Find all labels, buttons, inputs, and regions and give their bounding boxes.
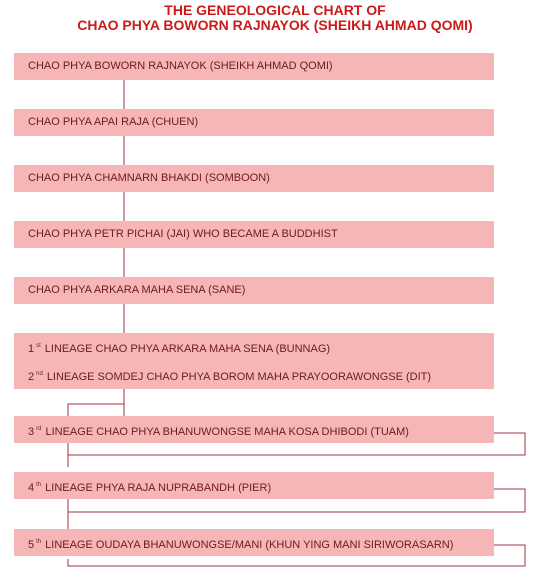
lineage-box-1-2 (14, 333, 494, 389)
lineage-1-text: LINEAGE CHAO PHYA ARKARA MAHA SENA (BUNNAG) (44, 343, 331, 355)
ancestor-box-1: CHAO PHYA BOWORN RAJNAYOK (SHEIKH AHMAD QOMI) (14, 53, 494, 80)
lineage-5-text: LINEAGE OUDAYA BHANUWONGSE/MANI (KHUN YING MANI SIRIWORASARN) (45, 539, 454, 551)
lineage-3-number: 3 (28, 426, 35, 438)
lineage-2-ordinal: nd (36, 371, 43, 377)
lineage-4-number: 4 (28, 482, 35, 494)
lineage-1-number: 1 (28, 343, 35, 355)
lineage-4-text: LINEAGE PHYA RAJA NUPRABANDH (PIER) (45, 482, 272, 494)
ancestor-box-3: CHAO PHYA CHAMNARN BHAKDI (SOMBOON) (14, 165, 494, 192)
ancestor-box-2: CHAO PHYA APAI RAJA (CHUEN) (14, 109, 494, 136)
chart-title-line1: THE GENEOLOGICAL CHART OF (164, 2, 386, 18)
lineage-5-number: 5 (28, 539, 35, 551)
lineage-2-text: LINEAGE SOMDEJ CHAO PHYA BOROM MAHA PRAYOORAWONGSE (DIT) (46, 371, 432, 383)
chart-title-line2: CHAO PHYA BOWORN RAJNAYOK (SHEIKH AHMAD QOMI) (77, 17, 473, 33)
lineage-1 (28, 340, 330, 356)
lineage-box-3 (14, 416, 494, 443)
lineage-5-ordinal: th (36, 539, 42, 545)
lineage-1-ordinal: st (36, 343, 41, 349)
lineage-4-ordinal: th (36, 482, 42, 488)
lineage-box-4 (14, 472, 494, 499)
ancestor-box-4: CHAO PHYA PETR PICHAI (JAI) WHO BECAME A BUDDHIST (14, 221, 494, 248)
lineage-2-number: 2 (28, 371, 35, 383)
lineage-2 (28, 368, 431, 384)
lineage-3-text: LINEAGE CHAO PHYA BHANUWONGSE MAHA KOSA DHIBODI (TUAM) (45, 426, 409, 438)
ancestor-box-5: CHAO PHYA ARKARA MAHA SENA (SANE) (14, 277, 494, 304)
lineage-3-ordinal: rd (36, 426, 42, 432)
lineage-box-5 (14, 529, 494, 556)
